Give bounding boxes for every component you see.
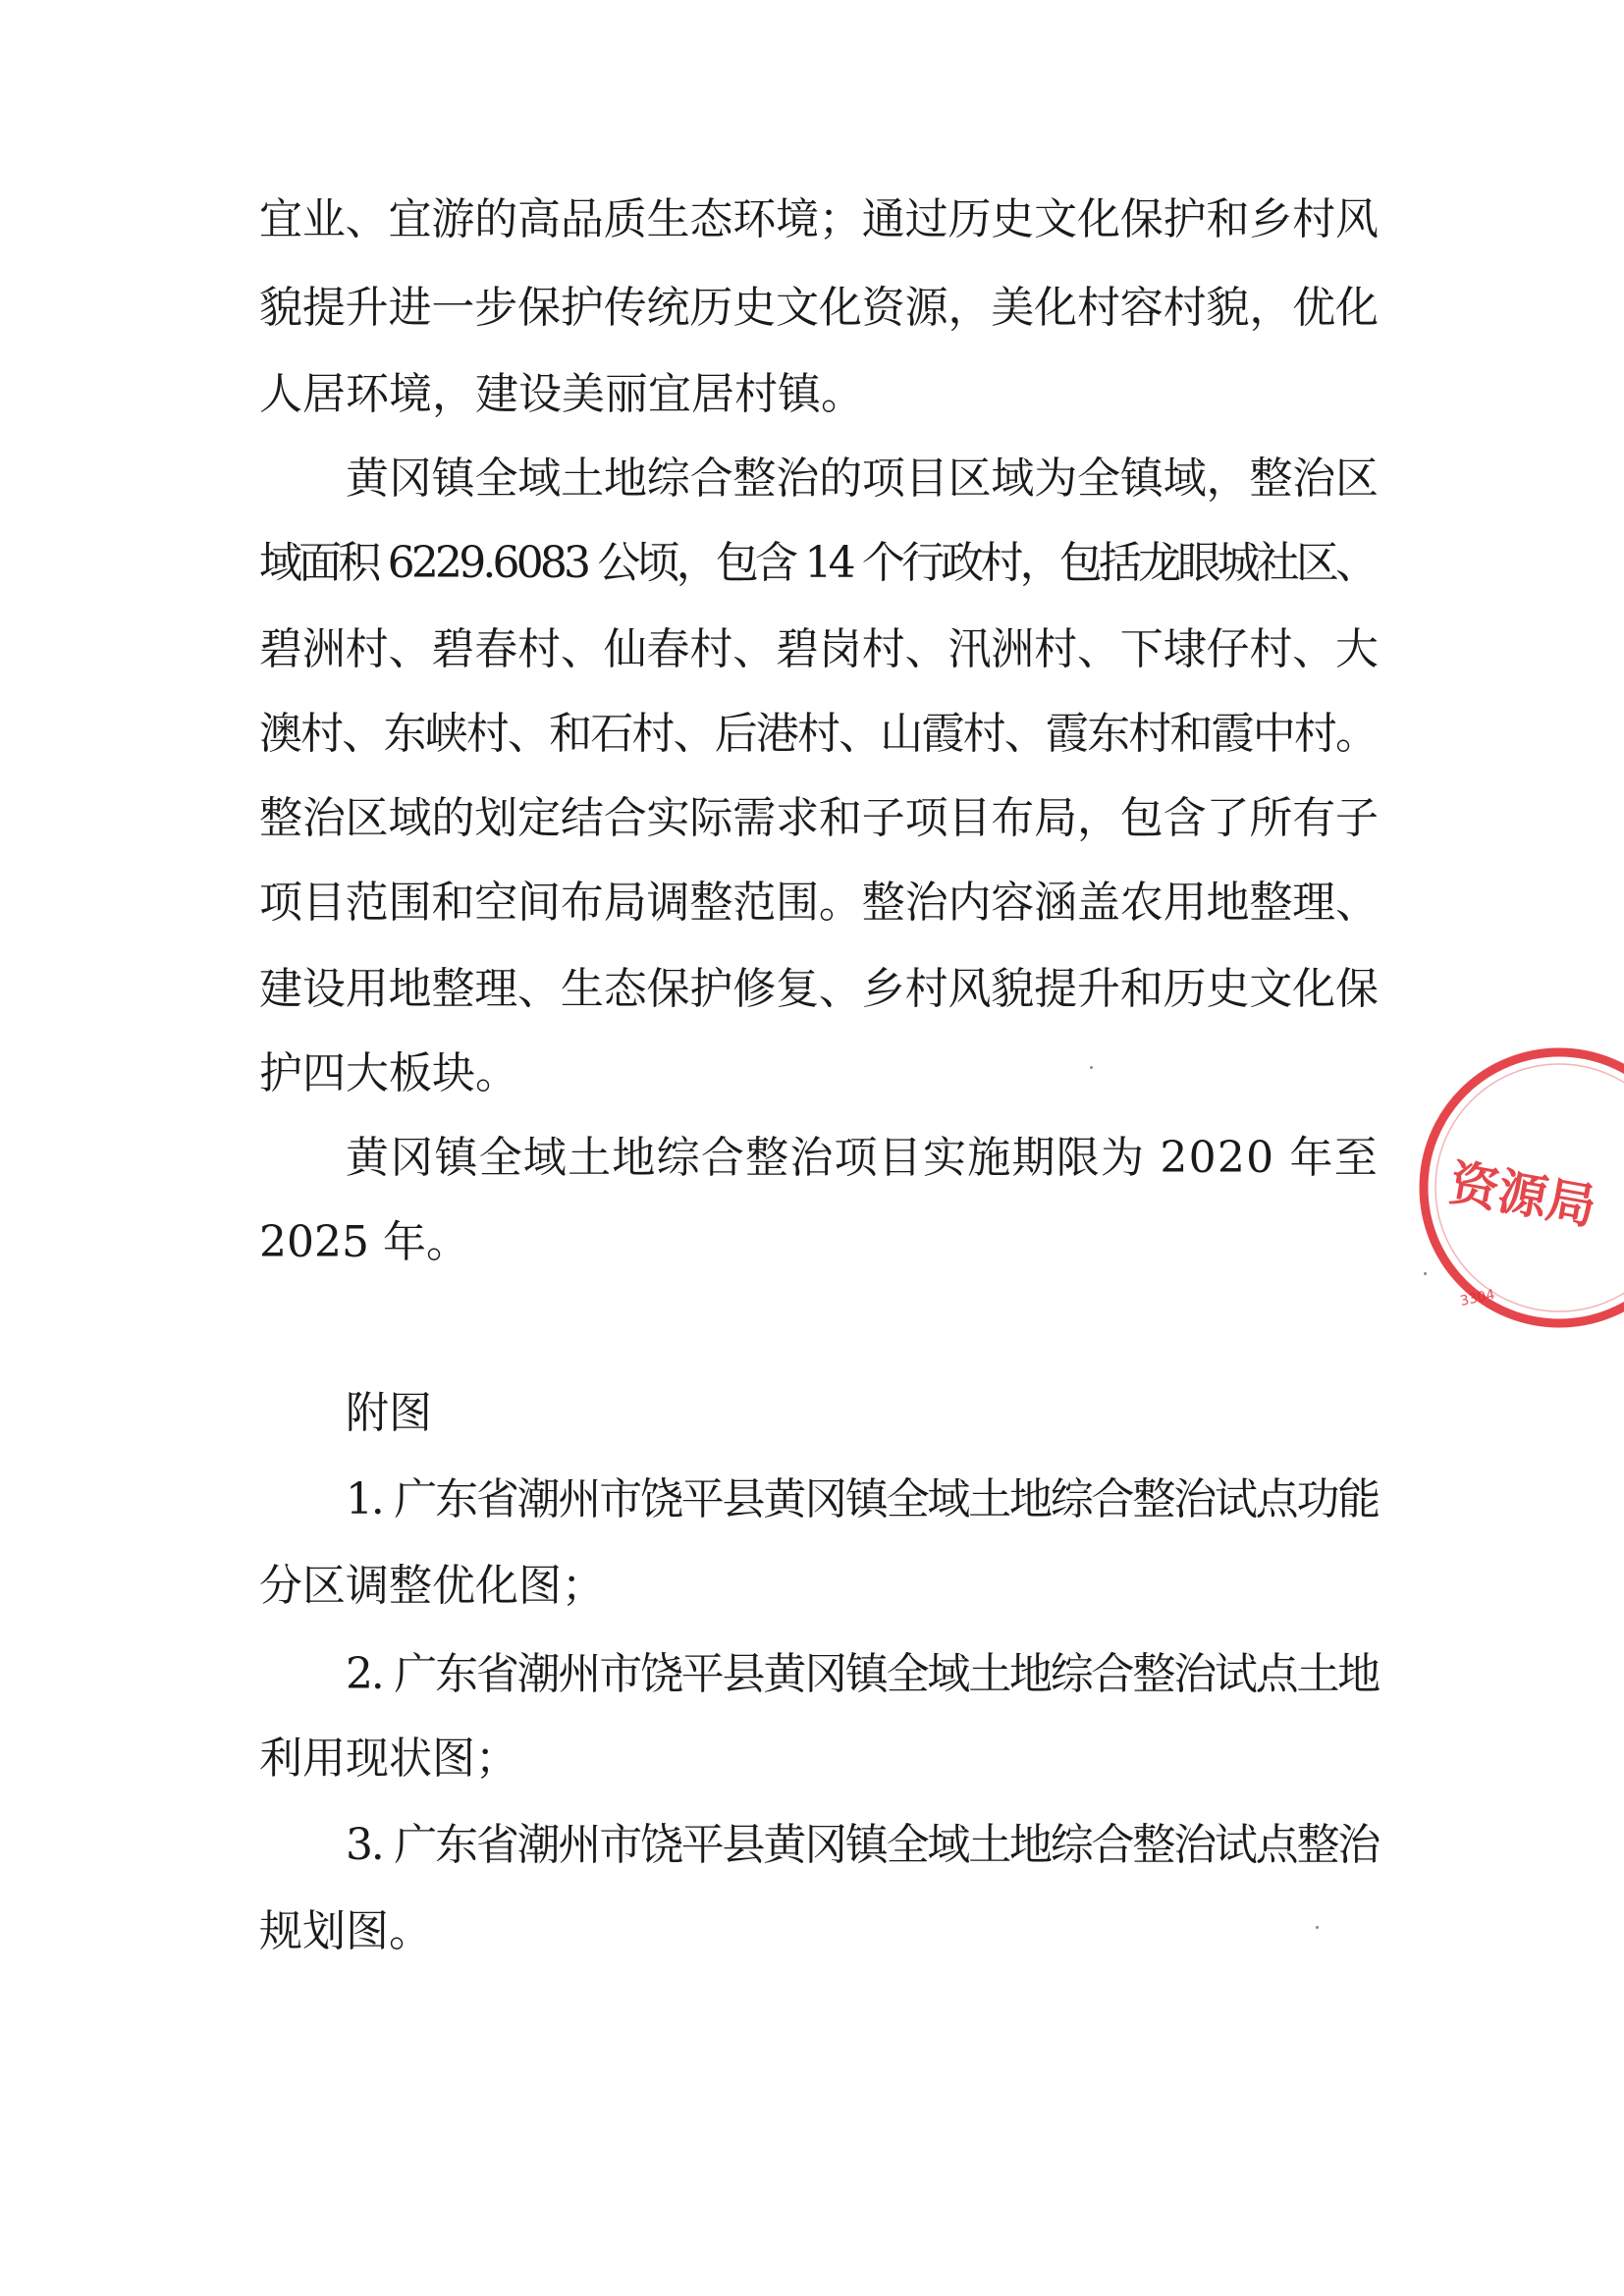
attachment-item-2-line-2: 利用现状图； <box>259 1734 518 1784</box>
attachments-heading: 附图 <box>346 1388 432 1438</box>
paragraph-1-line-1: 宜业、宜游的高品质生态环境；通过历史文化保护和乡村风 <box>259 194 1379 244</box>
paragraph-2-line-8: 护四大板块。 <box>259 1048 518 1098</box>
paragraph-1-line-3: 人居环境，建设美丽宜居村镇。 <box>259 369 864 419</box>
attachment-item-3-line-2: 规划图。 <box>259 1906 432 1956</box>
paragraph-2-line-4: 澳村、东峡村、和石村、后港村、山霞村、霞东村和霞中村。 <box>259 709 1378 759</box>
paragraph-2-line-2: 域面积 6229.6083 公顷，包含 14 个行政村，包括龙眼城社区、 <box>259 538 1376 588</box>
paragraph-2-line-1: 黄冈镇全域土地综合整治的项目区域为全镇域，整治区 <box>346 454 1379 504</box>
seal-text: 资源局 <box>1444 1153 1600 1237</box>
official-seal <box>1412 1041 1624 1335</box>
attachment-item-1-line-1: 1. 广东省潮州市饶平县黄冈镇全域土地综合整治试点功能 <box>346 1474 1379 1524</box>
paragraph-3-line-1: 黄冈镇全域土地综合整治项目实施期限为 2020 年至 <box>346 1133 1379 1183</box>
paragraph-2-line-3: 碧洲村、碧春村、仙春村、碧岗村、汛洲村、下埭仔村、大 <box>259 624 1379 674</box>
attachment-item-2-line-1: 2. 广东省潮州市饶平县黄冈镇全域土地综合整治试点土地 <box>346 1649 1379 1699</box>
attachment-item-3-line-1: 3. 广东省潮州市饶平县黄冈镇全域土地综合整治试点整治 <box>346 1820 1379 1870</box>
scan-speck <box>1316 1926 1319 1929</box>
paragraph-2-line-5: 整治区域的划定结合实际需求和子项目布局，包含了所有子 <box>259 793 1379 843</box>
scan-speck <box>1424 1272 1427 1275</box>
scan-speck <box>1090 1066 1093 1069</box>
seal-number: 3304 <box>1458 1286 1496 1309</box>
paragraph-2-line-6: 项目范围和空间布局调整范围。整治内容涵盖农用地整理、 <box>259 878 1379 928</box>
paragraph-1-line-2: 貌提升进一步保护传统历史文化资源，美化村容村貌，优化 <box>259 283 1379 333</box>
attachment-item-1-line-2: 分区调整优化图； <box>259 1561 605 1611</box>
paragraph-3-line-2: 2025 年。 <box>259 1217 469 1267</box>
paragraph-2-line-7: 建设用地整理、生态保护修复、乡村风貌提升和历史文化保 <box>259 964 1379 1014</box>
